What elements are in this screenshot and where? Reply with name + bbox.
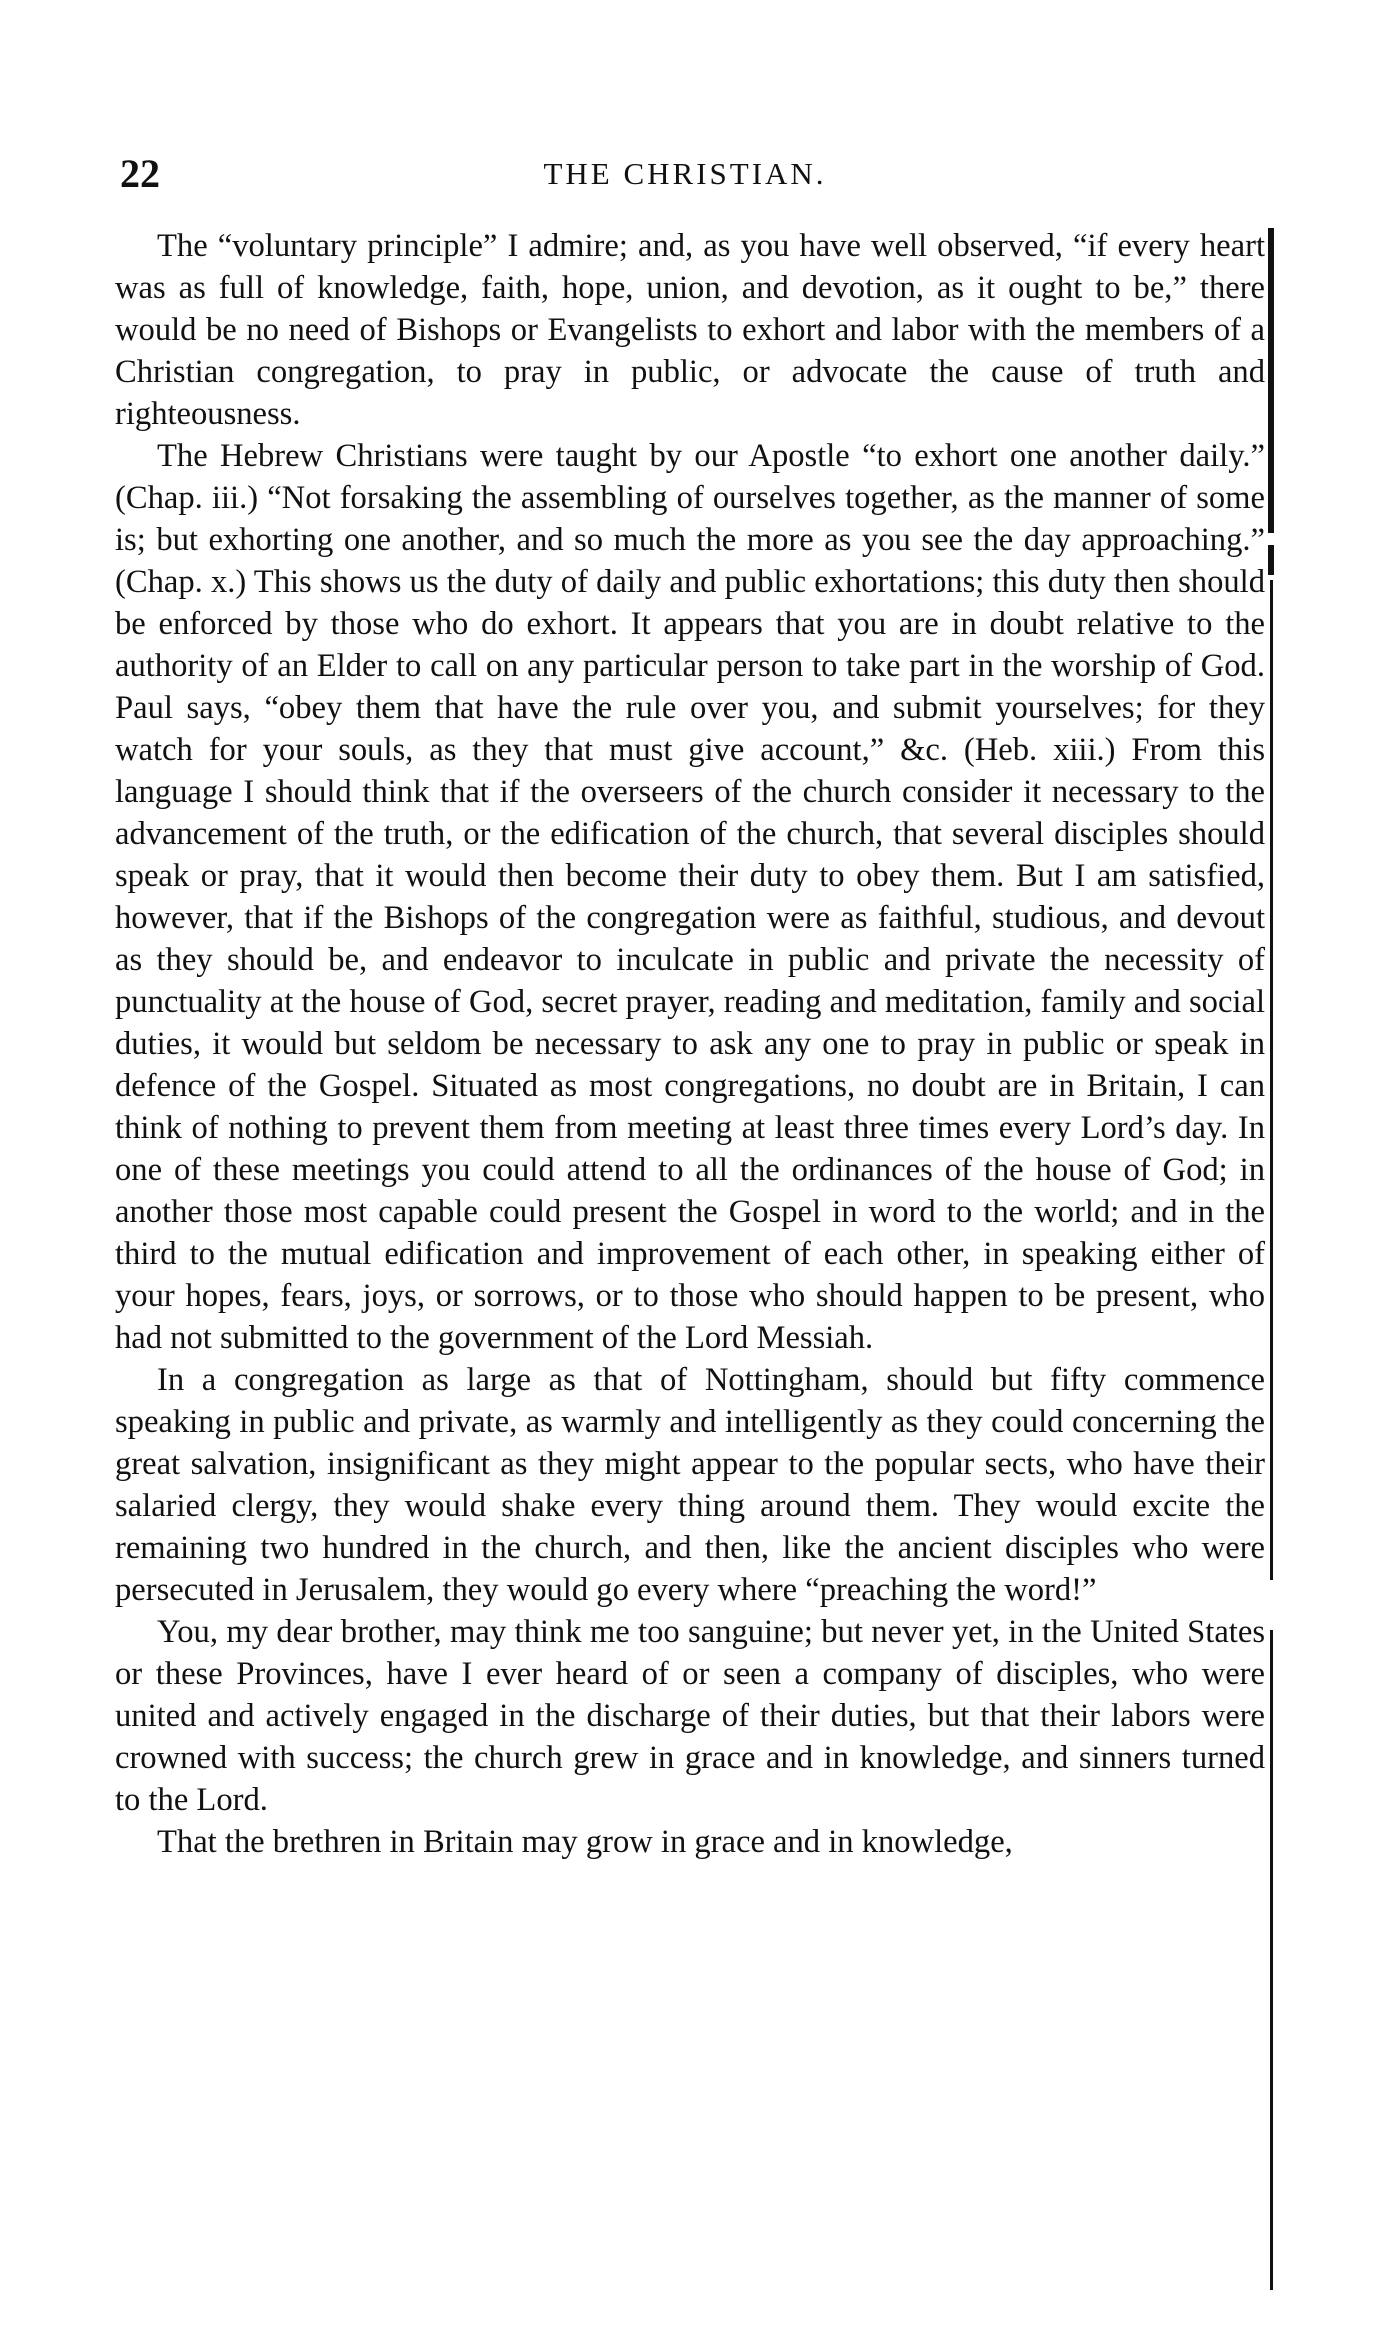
paragraph-1: The “voluntary principle” I admire; and, as you have well observed, “if every heart was as full of knowledge, faith, hope, union, and devotion, as it ought to be,” there would be no need of Bishops or Evangelists to exhort and labor with the members of a Christian congregation, to pray in public, or advocate the cause of truth and righteousness. [115,228,1265,432]
paragraph-3: In a congregation as large as that of Nottingham, should but fifty commence speaking in public and private, as warmly and intelligently as they could concerning the great salvation, insignificant as they might appear to the popular sects, who have their salaried clergy, they would shake every thing around them. They would excite the remaining two hundred in the church, and then, like the ancient disciples who were persecuted in Jerusalem, they would go every where “preaching the word!” [115,1362,1265,1608]
paragraph-2: The Hebrew Christians were taught by our Apostle “to exhort one another daily.” (Chap. iii.) “Not forsaking the assembling of ourselves together, as the manner of some is; but exhorting one another, and so much the more as you see the day approaching.” (Chap. x.) This shows us the duty of daily and public exhortations; this duty then should be enforced by those who do exhort. It appears that you are in doubt relative to the authority of an Elder to call on any particular person to take part in the worship of God. Paul says, “obey them that have the rule over you, and submit yourselves; for they watch for your souls, as they that must give account,” &c. (Heb. xiii.) From this language I should think that if the overseers of the church consider it necessary to the advancement of the truth, or the edification of the church, that several disciples should speak or pray, that it would then become their duty to obey them. But I am satisfied, however, that if the Bishops of the congregation were as faithful, studious, and devout as they should be, and endeavor to inculcate in public and private the necessity of punctuality at the house of God, secret prayer, reading and meditation, family and social duties, it would but seldom be necessary to ask any one to pray in public or speak in defence of the Gospel. Situated as most congregations, no doubt are in Britain, I can think of nothing to prevent them from meeting at least three times every Lord’s day. In one of these meetings you could attend to all the ordinances of the house of God; in another those most capable could present the Gospel in word to the world; and in the third to the mutual edification and improvement of each other, in speaking either of your hopes, fears, joys, or sorrows, or to those who should happen to be present, who had not submitted to the government of the Lord Messiah. [115,438,1265,1356]
margin-rule [1268,545,1274,575]
margin-rule [1270,1630,1273,2290]
page-number: 22 [120,151,160,196]
paragraph-4: You, my dear brother, may think me too sanguine; but never yet, in the United States or these Provinces, have I ever heard of or seen a company of disciples, who were united and actively engaged in the discharge of their duties, but that their labors were crowned with success; the church grew in grace and in knowledge, and sinners turned to the Lord. [115,1614,1265,1818]
running-head: THE CHRISTIAN. [543,156,827,191]
page-header [120,150,1250,200]
body-text [115,225,1265,1863]
paragraph-5: That the brethren in Britain may grow in grace and in knowledge, [157,1824,1013,1860]
margin-rule [1270,580,1273,1580]
margin-rule [1268,228,1274,533]
